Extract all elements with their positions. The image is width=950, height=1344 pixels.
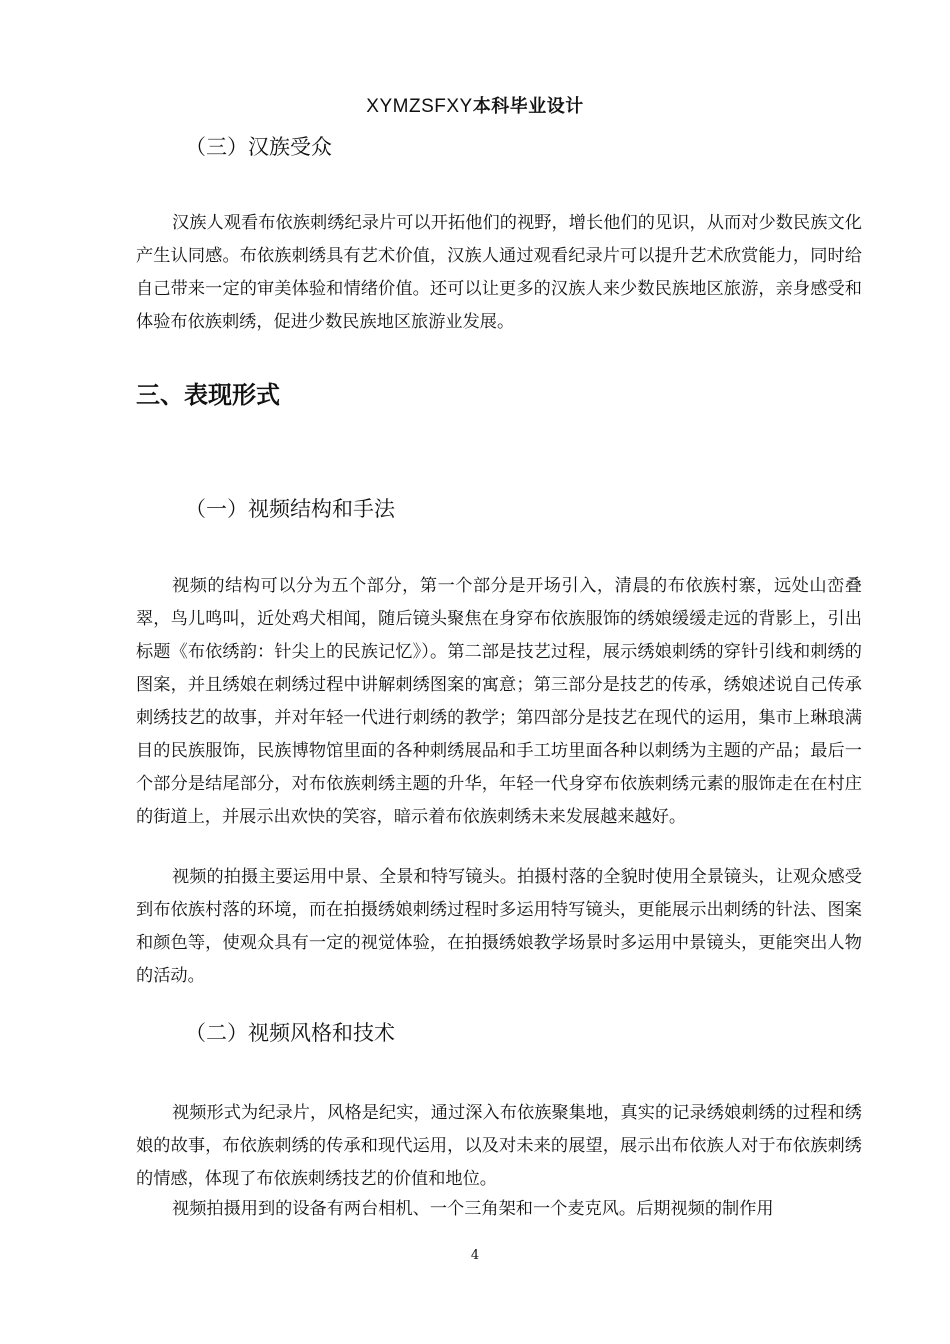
page-header xyxy=(0,92,950,118)
page-number: 4 xyxy=(470,1248,480,1263)
paragraph-video-style-2: 视频拍摄用到的设备有两台相机、一个三角架和一个麦克风。后期视频的制作用 xyxy=(172,1199,774,1219)
paragraph-video-structure-1: 视频的结构可以分为五个部分，第一个部分是开场引入，清晨的布依族村寨，远处山峦叠翠，鸟儿鸣叫，近处鸡犬相闻，随后镜头聚焦在身穿布依族服饰的绣娘缓缓走远的背影上，引出标题《布依绣韵：针尖上的民族记忆》）。第二部是技艺过程，展示绣娘刺绣的穿针引线和刺绣的图案，并且绣娘在刺绣过程中讲解刺绣图案的寓意；第三部分是技艺的传承，绣娘述说自己传承刺绣技艺的故事，并对年轻一代进行刺绣的教学；第四部分是技艺在现代的运用，集市上琳琅满目的民族服饰，民族博物馆里面的各种刺绣展品和手工坊里面各种以刺绣为主题的产品；最后一个部分是结尾部分，对布依族刺绣主题的升华，年轻一代身穿布依族刺绣元素的服饰走在在村庄的街道上，并展示出欢快的笑容，暗示着布依族刺绣未来发展越来越好。 xyxy=(136,576,862,827)
header-code: XYMZSFXY xyxy=(366,96,473,117)
section-heading-video-style: （二）视频风格和技术 xyxy=(185,1021,395,1045)
paragraph-video-structure-2: 视频的拍摄主要运用中景、全景和特写镜头。拍摄村落的全貌时使用全景镜头，让观众感受到布依族村落的环境，而在拍摄绣娘刺绣过程时多运用特写镜头，更能展示出刺绣的针法、图案和颜色等，使观众具有一定的视觉体验，在拍摄绣娘教学场景时多运用中景镜头，更能突出人物的活动。 xyxy=(136,867,862,986)
paragraph-han-audience: 汉族人观看布依族刺绣纪录片可以开拓他们的视野，增长他们的见识，从而对少数民族文化产生认同感。布依族刺绣具有艺术价值，汉族人通过观看纪录片可以提升艺术欣赏能力，同时给自己带来一定的审美体验和情绪价值。还可以让更多的汉族人来少数民族地区旅游，亲身感受和体验布依族刺绣，促进少数民族地区旅游业发展。 xyxy=(136,213,862,332)
section-heading-video-structure: （一）视频结构和手法 xyxy=(185,497,395,521)
chapter-heading-expression-form: 三、表现形式 xyxy=(136,381,280,409)
header-title: 本科毕业设计 xyxy=(472,96,584,117)
section-heading-han-audience: （三）汉族受众 xyxy=(185,135,332,159)
paragraph-video-style-1: 视频形式为纪录片，风格是纪实，通过深入布依族聚集地，真实的记录绣娘刺绣的过程和绣娘的故事，布依族刺绣的传承和现代运用，以及对未来的展望，展示出布依族人对于布依族刺绣的情感，体现了布依族刺绣技艺的价值和地位。 xyxy=(136,1103,862,1189)
